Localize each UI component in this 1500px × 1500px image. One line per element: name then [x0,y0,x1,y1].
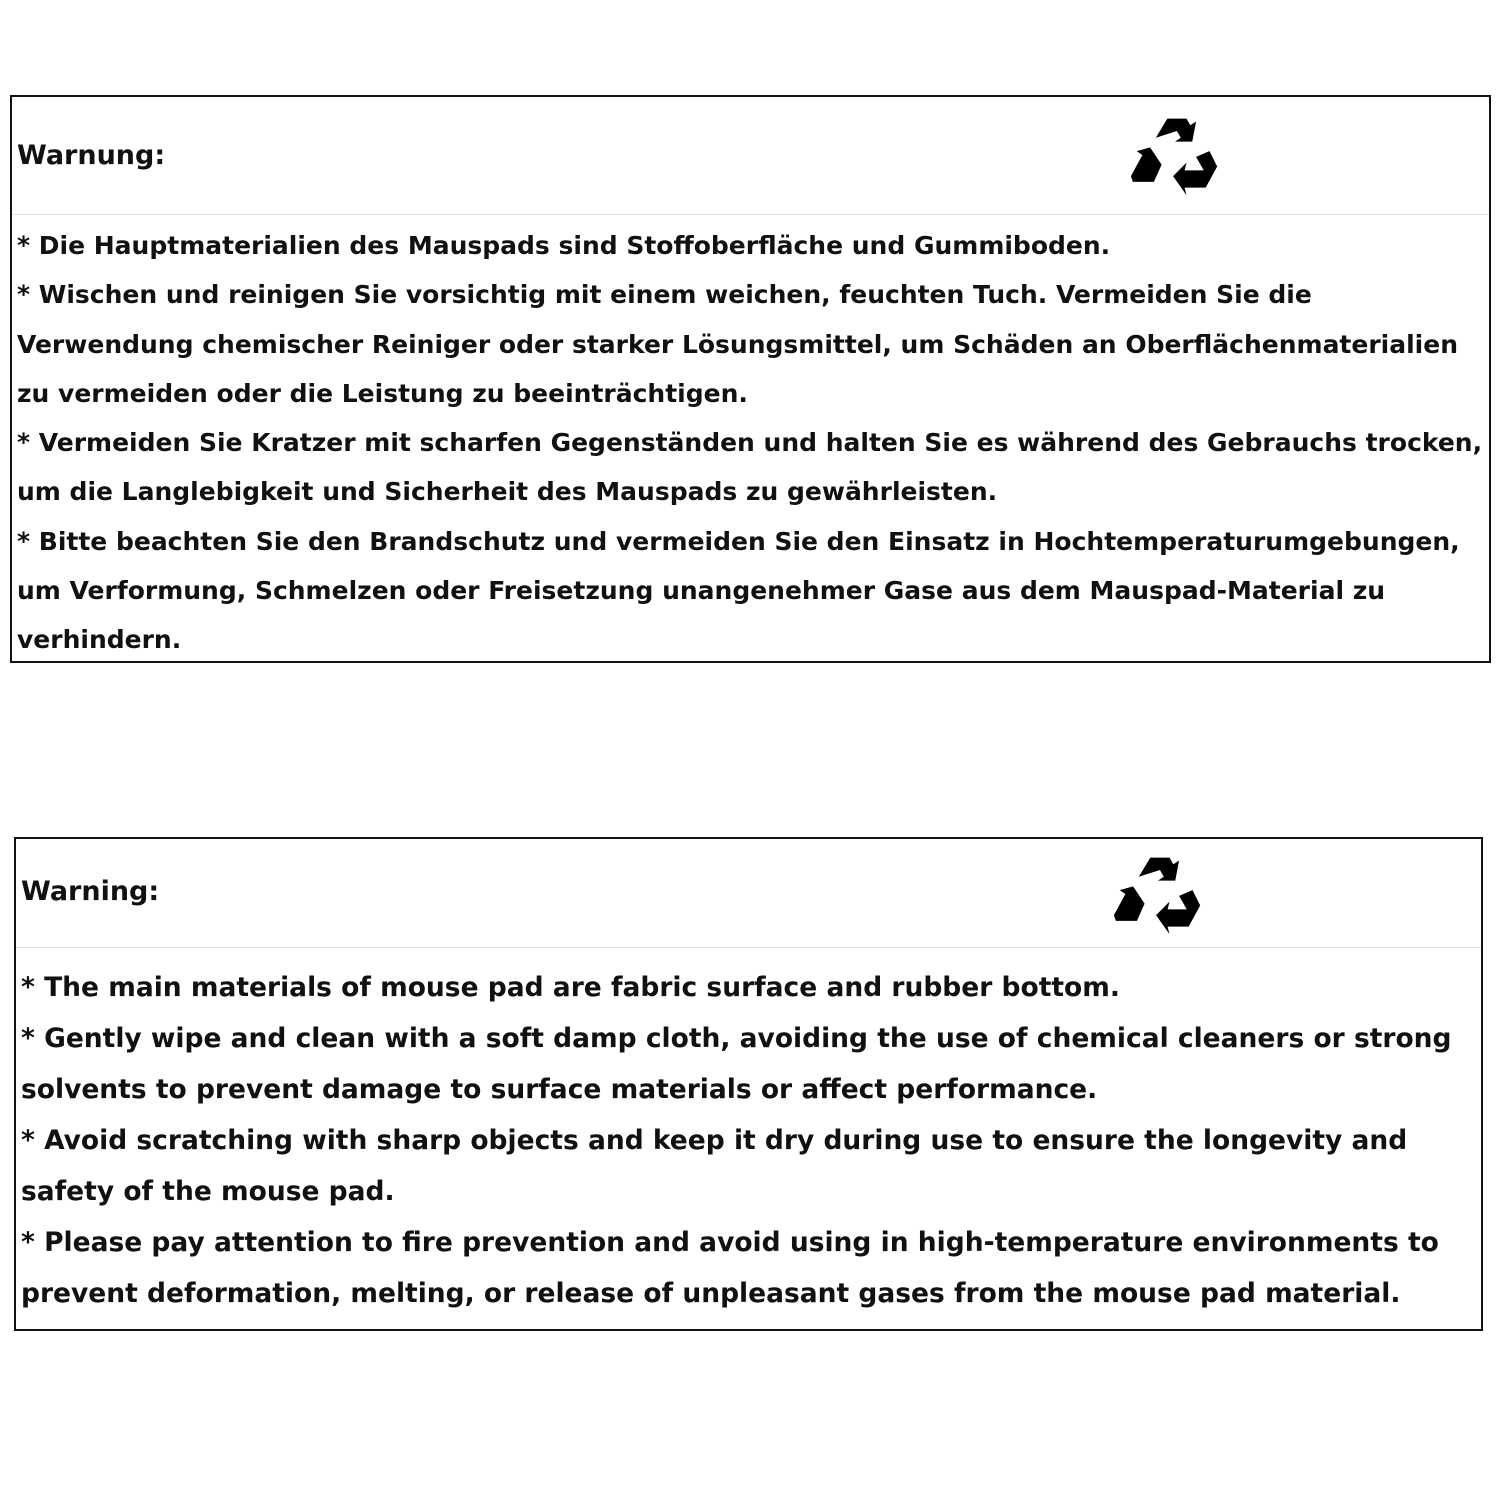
warning-line: * Wischen und reinigen Sie vorsichtig mit einem weichen, feuchten Tuch. Vermeiden Sie die [17,280,1312,310]
panel-header [12,97,1489,215]
warning-line: * The main materials of mouse pad are fabric surface and rubber bottom. [21,972,1120,1003]
panel-body [12,215,1489,665]
warning-line: um Verformung, Schmelzen oder Freisetzung unangenehmer Gase aus dem Mauspad-Material zu [17,576,1386,606]
warning-line: * Die Hauptmaterialien des Mauspads sind Stoffoberfläche und Gummiboden. [17,231,1111,260]
warning-line: solvents to prevent damage to surface materials or affect performance. [21,1074,1098,1105]
recycle-icon [1129,109,1221,201]
warning-line: * Vermeiden Sie Kratzer mit scharfen Gegenständen und halten Sie es während des Gebrauchs trocken, [17,428,1483,458]
warning-line: * Bitte beachten Sie den Brandschutz und vermeiden Sie den Einsatz in Hochtemperaturumgebungen, [17,526,1460,556]
german-warning-panel [10,95,1491,663]
panel-title: Warnung: [17,140,166,171]
panel-body [16,948,1481,1319]
warning-line: prevent deformation, melting, or release of unpleasant gases from the mouse pad material. [21,1278,1401,1309]
warning-line: * Please pay attention to fire prevention and avoid using in high-temperature environments to [21,1227,1439,1258]
warning-line: Verwendung chemischer Reiniger oder starker Lösungsmittel, um Schäden an Oberflächenmaterialien [17,329,1459,359]
warning-line: safety of the mouse pad. [21,1176,395,1207]
warning-line: um die Langlebigkeit und Sicherheit des Mauspads zu gewährleisten. [17,477,998,507]
panel-header [16,839,1481,948]
warning-line: * Gently wipe and clean with a soft damp cloth, avoiding the use of chemical cleaners or strong [21,1023,1452,1054]
warning-line: zu vermeiden oder die Leistung zu beeinträchtigen. [17,378,748,408]
warning-line: * Avoid scratching with sharp objects and keep it dry during use to ensure the longevity and [21,1125,1408,1156]
panel-title: Warning: [21,876,160,907]
recycle-icon [1112,848,1204,940]
warning-line: verhindern. [17,625,182,655]
english-warning-panel [14,837,1483,1331]
